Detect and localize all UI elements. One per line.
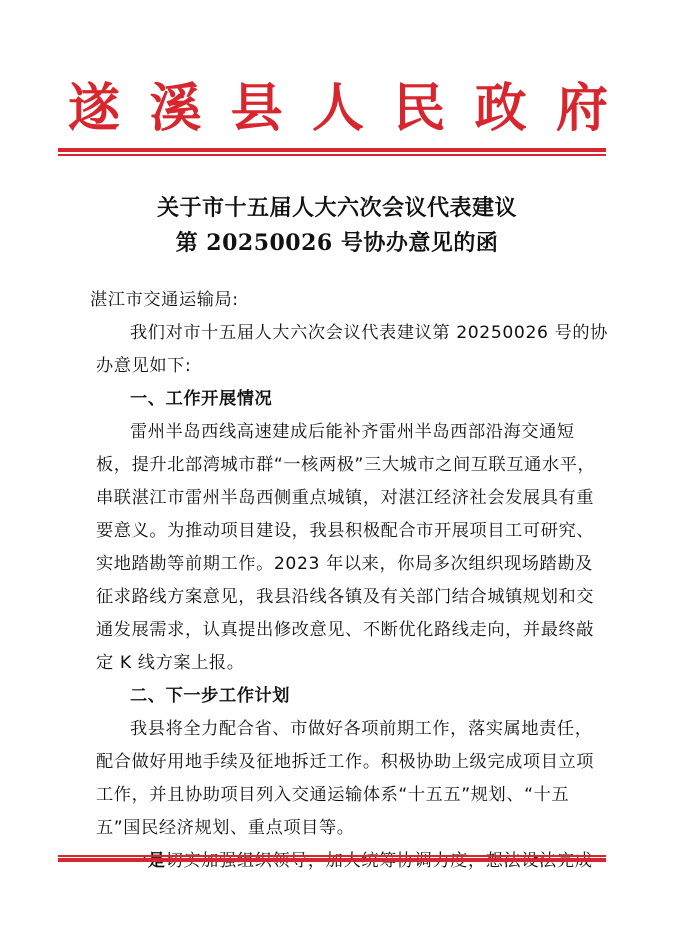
section2-heading: 二、下一步工作计划	[130, 686, 291, 706]
document-title-line2: 第 20250026 号协办意见的函	[175, 230, 499, 256]
letterhead-title	[68, 74, 608, 144]
paragraph-line: 实地踏勘等前期工作。2023 年以来，你局多次组织现场踏勘及	[96, 554, 593, 574]
intro-line: 办意见如下:	[96, 356, 192, 376]
salutation: 湛江市交通运输局:	[90, 290, 239, 310]
paragraph-line: 要意义。为推动项目建设，我县积极配合市开展项目工可研究、	[96, 521, 595, 541]
paragraph-line: 征求路线方案意见，我县沿线各镇及有关部门结合城镇规划和交	[96, 587, 595, 607]
intro-line: 我们对市十五届人大六次会议代表建议第 20250026 号的协	[130, 323, 608, 343]
footer-red-rule	[58, 855, 606, 863]
letterhead-char: 府	[555, 78, 608, 139]
red-rule-thin	[58, 154, 606, 156]
letterhead-char: 民	[393, 78, 446, 139]
red-rule-thin	[58, 855, 606, 857]
paragraph-line: 串联湛江市雷州半岛西侧重点城镇，对湛江经济社会发展具有重	[96, 488, 595, 508]
paragraph-line: 板，提升北部湾城市群“一核两极”三大城市之间互联互通水平，	[96, 455, 596, 475]
letterhead-red-rule	[58, 148, 606, 156]
section1-heading: 一、工作开展情况	[130, 389, 273, 409]
paragraph-line: 我县将全力配合省、市做好各项前期工作，落实属地责任，	[130, 719, 593, 739]
paragraph-line: 配合做好用地手续及征地拆迁工作。积极协助上级完成项目立项	[96, 752, 595, 772]
letterhead-char: 县	[230, 78, 283, 139]
paragraph-line: 定 K 线方案上报。	[96, 653, 245, 673]
paragraph-line: 工作，并且协助项目列入交通运输体系“十五五”规划、“十五	[96, 785, 570, 805]
paragraph-line: 五”国民经济规划、重点项目等。	[96, 818, 355, 838]
red-rule-thick	[58, 148, 606, 152]
red-rule-thick	[58, 858, 606, 862]
paragraph-line: 通发展需求，认真提出修改意见、不断优化路线走向，并最终敲	[96, 620, 595, 640]
document-title-line1: 关于市十五届人大六次会议代表建议	[156, 195, 517, 221]
letterhead-char: 人	[311, 78, 364, 139]
letterhead-char: 政	[474, 78, 527, 139]
paragraph-line: 雷州半岛西线高速建成后能补齐雷州半岛西部沿海交通短	[130, 422, 575, 442]
letterhead-char: 遂	[68, 78, 121, 139]
letterhead-char: 溪	[149, 78, 202, 139]
